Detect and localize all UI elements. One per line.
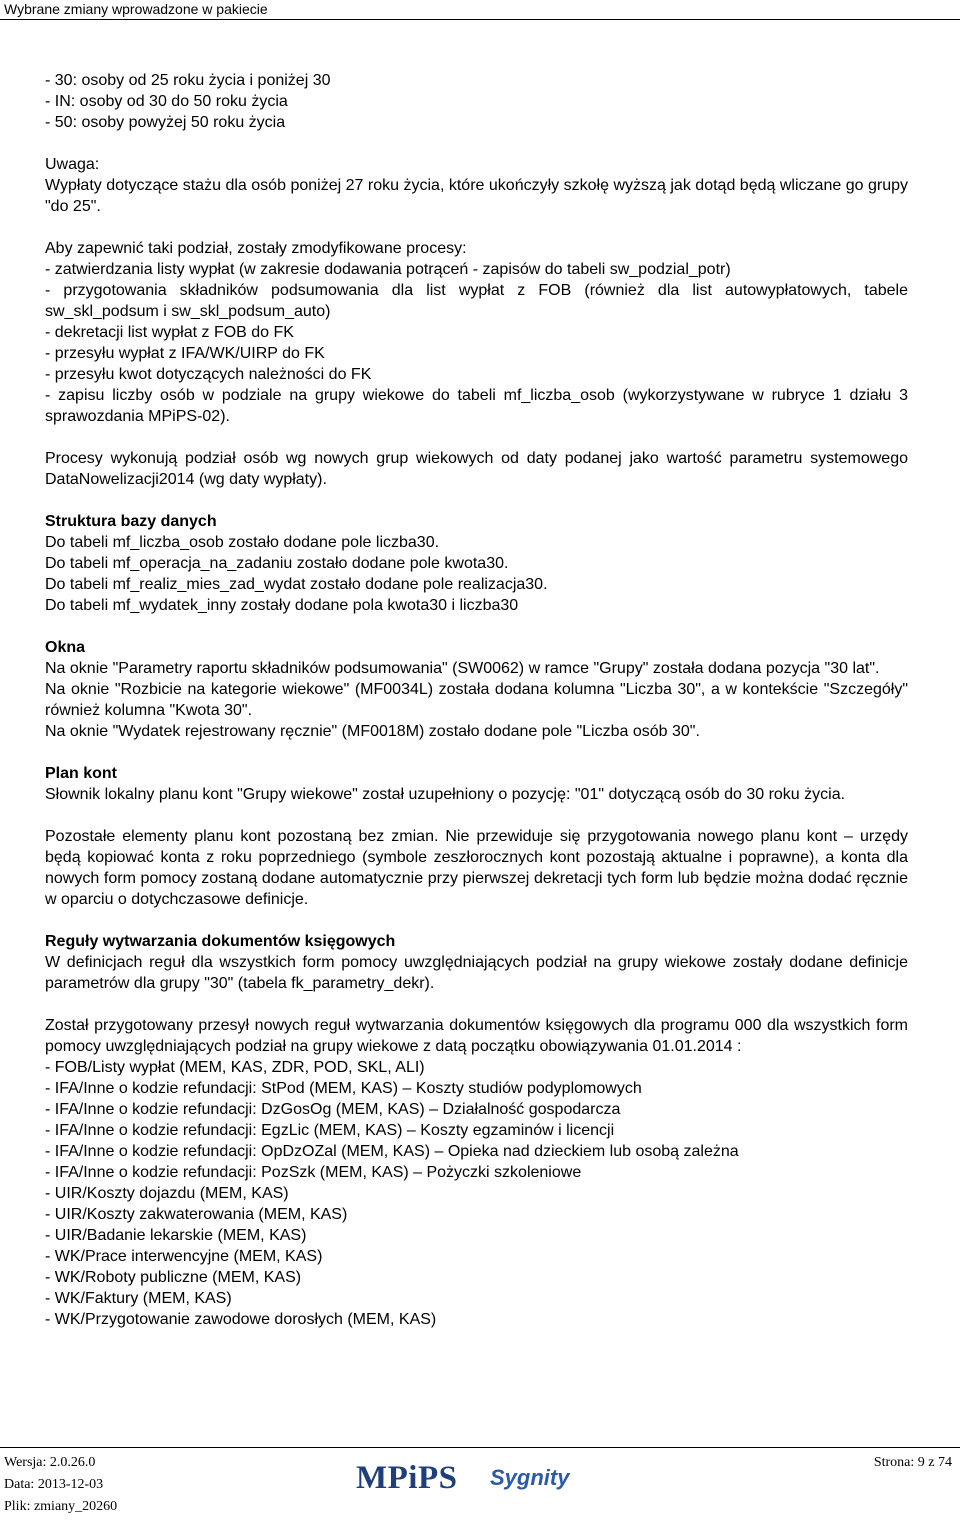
footer-meta xyxy=(4,1452,117,1518)
rules-item: - IFA/Inne o kodzie refundacji: PozSzk (MEM, KAS) – Pożyczki szkoleniowe xyxy=(45,1164,582,1181)
rules-item: - WK/Faktury (MEM, KAS) xyxy=(45,1290,232,1307)
windows-line: Na oknie "Wydatek rejestrowany ręcznie" (MF0018M) zostało dodane pole "Liczba osób 30". xyxy=(45,723,700,740)
plan-text: Słownik lokalny planu kont "Grupy wiekowe" został uzupełniony o pozycję: "01" dotyczącą osób do 30 roku życia. xyxy=(45,786,846,803)
footer-date: Data: 2013-12-03 xyxy=(4,1477,104,1492)
process-item: - przesyłu wypłat z IFA/WK/UIRP do FK xyxy=(45,345,325,362)
db-line: Do tabeli mf_wydatek_inny zostały dodane pola kwota30 i liczba30 xyxy=(45,597,519,614)
section-heading-db: Struktura bazy danych xyxy=(45,513,217,530)
footer-version: Wersja: 2.0.26.0 xyxy=(4,1455,96,1470)
processes-note: Procesy wykonują podział osób wg nowych grup wiekowych od daty podanej jako wartość parametru systemowego DataNowelizacji2014 (wg daty wypłaty). xyxy=(45,450,908,488)
age-group-item: - IN: osoby od 30 do 50 roku życia xyxy=(45,93,288,110)
process-item: - zatwierdzania listy wypłat (w zakresie dodawania potrąceń - zapisów do tabeli sw_podzial_potr) xyxy=(45,261,731,278)
windows-line: Na oknie "Parametry raportu składników podsumowania" (SW0062) w ramce "Grupy" została dodana pozycja "30 lat". xyxy=(45,660,880,677)
rules-item: - FOB/Listy wypłat (MEM, KAS, ZDR, POD, SKL, ALI) xyxy=(45,1059,425,1076)
page-number: Strona: 9 z 74 xyxy=(873,1455,952,1470)
rules-note: Został przygotowany przesył nowych reguł wytwarzania dokumentów księgowych dla programu 000 dla wszystkich form pomocy uwzględniających podział na grupy wiekowe z datą początku obowiązywania 01.01.2014 : xyxy=(45,1017,908,1055)
rules-item: - IFA/Inne o kodzie refundacji: StPod (MEM, KAS) – Koszty studiów podyplomowych xyxy=(45,1080,642,1097)
rules-item: - IFA/Inne o kodzie refundacji: DzGosOg (MEM, KAS) – Działalność gospodarcza xyxy=(45,1101,621,1118)
process-item: - przesyłu kwot dotyczących należności do FK xyxy=(45,366,372,383)
rules-item: - IFA/Inne o kodzie refundacji: EgzLic (MEM, KAS) – Koszty egzaminów i licencji xyxy=(45,1122,615,1139)
rules-item: - UIR/Koszty dojazdu (MEM, KAS) xyxy=(45,1185,289,1202)
windows-line: Na oknie "Rozbicie na kategorie wiekowe" (MF0034L) została dodana kolumna "Liczba 30", a w kontekście "Szczegóły" również kolumna "Kwota 30". xyxy=(45,681,908,719)
db-line: Do tabeli mf_realiz_mies_zad_wydat zostało dodane pole realizacja30. xyxy=(45,576,548,593)
age-group-item: - 30: osoby od 25 roku życia i poniżej 30 xyxy=(45,72,331,89)
document-body xyxy=(45,70,908,1330)
footer-file: Plik: zmiany_20260 xyxy=(4,1499,118,1514)
rules-text: W definicjach reguł dla wszystkich form pomocy uwzględniających podział na grupy wiekowe zostały dodane definicje parametrów dla grupy "30" (tabela fk_parametry_dekr). xyxy=(45,954,908,992)
sygnity-logo xyxy=(490,1464,569,1492)
process-item: - dekretacji list wypłat z FOB do FK xyxy=(45,324,294,341)
process-item: - zapisu liczby osób w podziale na grupy wiekowe do tabeli mf_liczba_osob (wykorzystywane w rubryce 1 działu 3 sprawozdania MPiPS-02). xyxy=(45,387,908,425)
rules-item: - UIR/Koszty zakwaterowania (MEM, KAS) xyxy=(45,1206,348,1223)
rules-item: - WK/Prace interwencyjne (MEM, KAS) xyxy=(45,1248,323,1265)
age-group-item: - 50: osoby powyżej 50 roku życia xyxy=(45,114,286,131)
mpips-logo: MPiPS xyxy=(356,1460,458,1496)
plan-note: Pozostałe elementy planu kont pozostaną bez zmian. Nie przewiduje się przygotowania nowego planu kont – urzędy będą kopiować konta z roku poprzedniego (symbole zeszłorocznych kont pozostają aktualne i poprawne), a konta dla nowych form pomocy zostaną dodane automatycznie przy pierwszej dekretacji tych form lub będzie można dodać ręcznie w oparciu o dotychczasowe definicje. xyxy=(45,828,908,908)
db-line: Do tabeli mf_operacja_na_zadaniu zostało dodane pole kwota30. xyxy=(45,555,509,572)
rules-item: - WK/Roboty publiczne (MEM, KAS) xyxy=(45,1269,302,1286)
footer-divider xyxy=(0,1447,960,1448)
note-label: Uwaga: xyxy=(45,156,100,173)
section-heading-rules: Reguły wytwarzania dokumentów księgowych xyxy=(45,933,396,950)
section-heading-windows: Okna xyxy=(45,639,86,656)
section-heading-plan: Plan kont xyxy=(45,765,118,782)
rules-item: - UIR/Badanie lekarskie (MEM, KAS) xyxy=(45,1227,307,1244)
rules-item: - IFA/Inne o kodzie refundacji: OpDzOZal (MEM, KAS) – Opieka nad dzieckiem lub osobą zależna xyxy=(45,1143,739,1160)
note-text: Wypłaty dotyczące stażu dla osób poniżej 27 roku życia, które ukończyły szkołę wyższą jak dotąd będą wliczane go grupy "do 25". xyxy=(45,177,908,215)
db-line: Do tabeli mf_liczba_osob zostało dodane pole liczba30. xyxy=(45,534,440,551)
process-item: - przygotowania składników podsumowania dla list wypłat z FOB (również dla list autowypłatowych, tabele sw_skl_podsum i sw_skl_podsum_auto) xyxy=(45,282,908,320)
sygnity-logo-text: Sygnity xyxy=(490,1465,570,1490)
processes-intro: Aby zapewnić taki podział, zostały zmodyfikowane procesy: xyxy=(45,240,467,257)
rules-item: - WK/Przygotowanie zawodowe dorosłych (MEM, KAS) xyxy=(45,1311,437,1328)
header-title: Wybrane zmiany wprowadzone w pakiecie xyxy=(4,1,268,17)
page-header xyxy=(0,0,960,20)
